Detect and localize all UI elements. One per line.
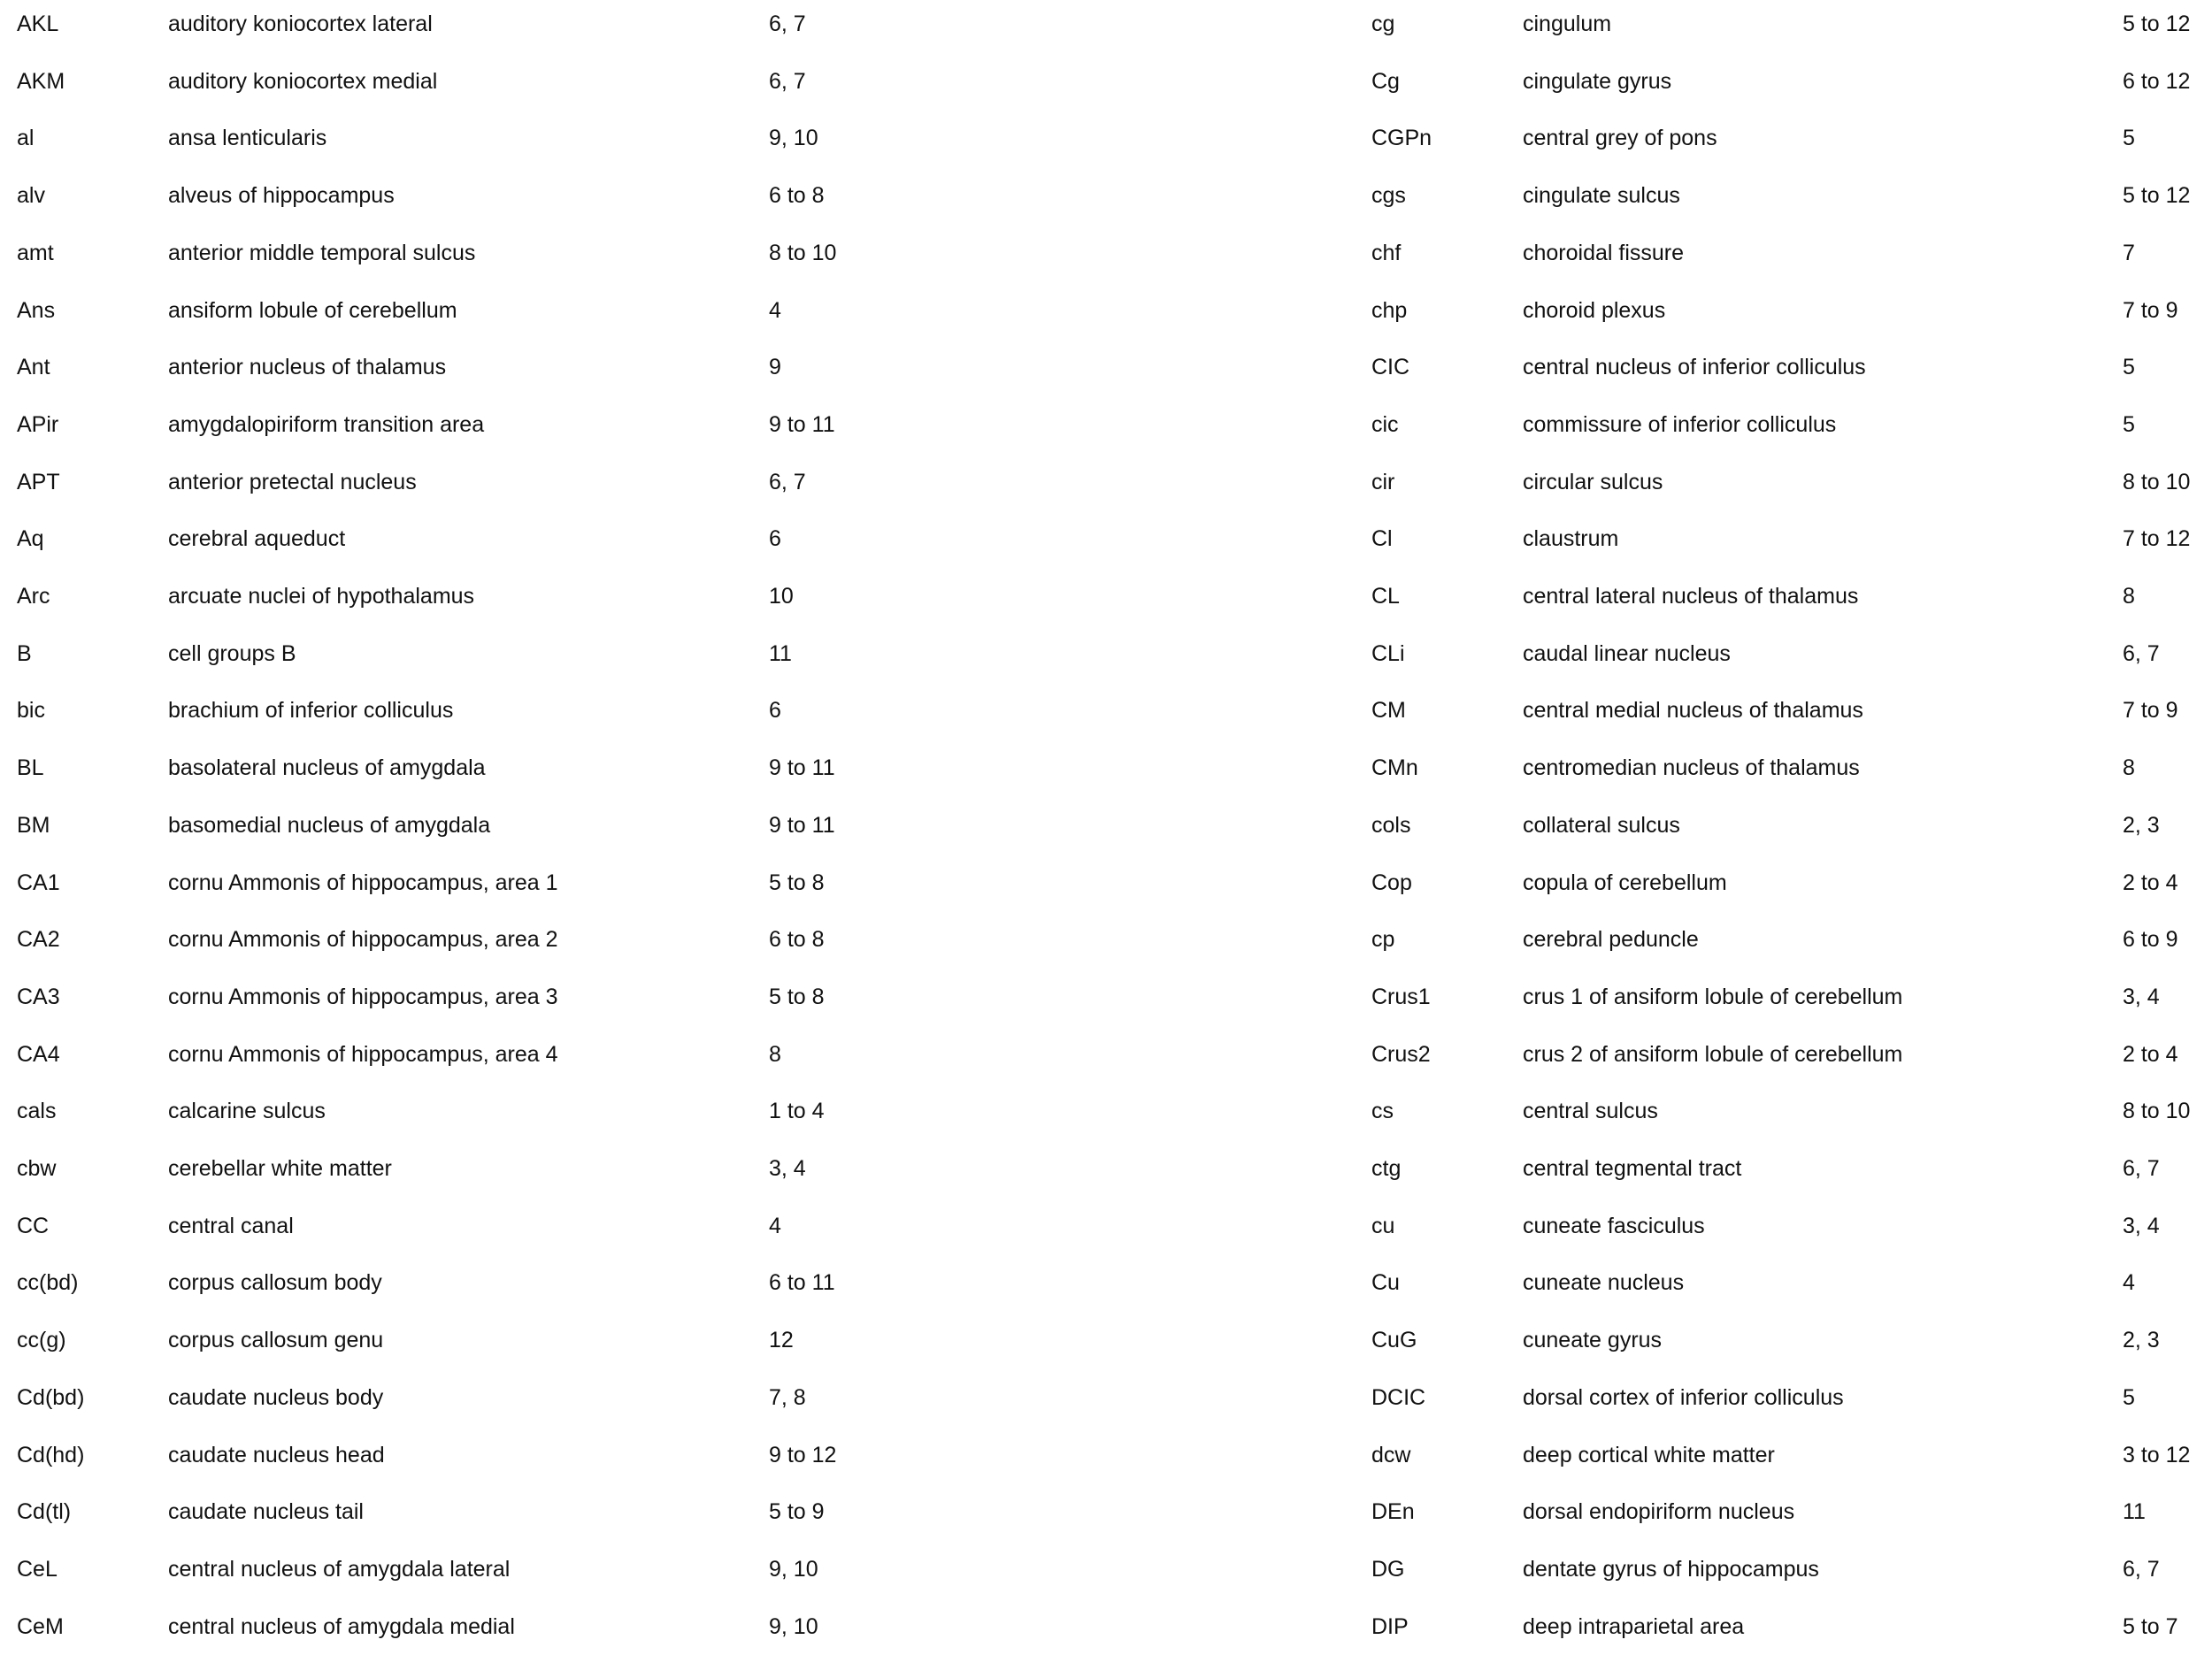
- structure-name-cell: ansiform lobule of cerebellum: [168, 297, 457, 323]
- structure-name-cell: central tegmental tract: [1523, 1156, 1742, 1181]
- abbreviation-cell: cp: [1371, 927, 1395, 953]
- levels-cell: 8: [2123, 755, 2135, 781]
- levels-cell: 5 to 12: [2123, 11, 2191, 36]
- abbreviation-cell: chp: [1371, 297, 1408, 323]
- table-row: [0, 396, 1106, 453]
- abbreviation-cell: cs: [1371, 1099, 1394, 1124]
- table-row: [0, 1083, 1106, 1139]
- structure-name-cell: brachium of inferior colliculus: [168, 698, 454, 724]
- abbreviation-cell: cir: [1371, 469, 1395, 494]
- structure-name-cell: deep intraparietal area: [1523, 1613, 1745, 1639]
- table-row: [0, 1140, 1106, 1197]
- levels-cell: 7, 8: [769, 1384, 806, 1410]
- table-row: [1106, 1541, 2212, 1598]
- table-row: [1106, 167, 2212, 224]
- table-row: [1106, 225, 2212, 281]
- structure-name-cell: caudate nucleus head: [168, 1442, 385, 1467]
- levels-cell: 9: [769, 355, 781, 380]
- table-row: [0, 1483, 1106, 1540]
- abbreviation-cell: DEn: [1371, 1499, 1415, 1525]
- structure-name-cell: cingulate gyrus: [1523, 68, 1672, 94]
- structure-name-cell: cuneate fasciculus: [1523, 1213, 1705, 1238]
- structure-name-cell: cingulate sulcus: [1523, 183, 1680, 209]
- abbreviation-cell: CC: [17, 1213, 50, 1238]
- structure-name-cell: crus 1 of ansiform lobule of cerebellum: [1523, 984, 1903, 1009]
- structure-name-cell: commissure of inferior colliculus: [1523, 411, 1837, 437]
- abbreviation-cell: CeM: [17, 1613, 64, 1639]
- levels-cell: 11: [769, 640, 792, 666]
- levels-cell: 6, 7: [2123, 1556, 2160, 1582]
- levels-cell: 8: [769, 1041, 781, 1067]
- table-row: [0, 1541, 1106, 1598]
- table-row: [1106, 1198, 2212, 1254]
- abbreviation-cell: Cd(bd): [17, 1384, 85, 1410]
- table-row: [1106, 969, 2212, 1025]
- abbreviation-cell: DCIC: [1371, 1384, 1426, 1410]
- levels-cell: 5: [2123, 411, 2135, 437]
- abbreviation-cell: chf: [1371, 240, 1402, 265]
- structure-name-cell: caudal linear nucleus: [1523, 640, 1731, 666]
- abbreviation-cell: CL: [1371, 584, 1400, 609]
- table-row: [1106, 1312, 2212, 1368]
- structure-name-cell: ansa lenticularis: [168, 126, 327, 151]
- structure-name-cell: dorsal endopiriform nucleus: [1523, 1499, 1795, 1525]
- levels-cell: 6, 7: [2123, 1156, 2160, 1181]
- table-row: [1106, 1083, 2212, 1139]
- table-row: [0, 682, 1106, 739]
- table-row: [1106, 1254, 2212, 1311]
- table-row: [1106, 625, 2212, 682]
- table-row: [0, 454, 1106, 510]
- table-row: [0, 969, 1106, 1025]
- structure-name-cell: auditory koniocortex medial: [168, 68, 438, 94]
- table-row: [0, 339, 1106, 395]
- levels-cell: 5: [2123, 1384, 2135, 1410]
- levels-cell: 9 to 11: [769, 755, 835, 781]
- table-row: [1106, 568, 2212, 624]
- structure-name-cell: corpus callosum body: [168, 1270, 382, 1296]
- structure-name-cell: cornu Ammonis of hippocampus, area 1: [168, 870, 558, 895]
- levels-cell: 4: [2123, 1270, 2135, 1296]
- levels-cell: 6: [769, 526, 781, 552]
- levels-cell: 9, 10: [769, 1613, 818, 1639]
- abbreviation-cell: cbw: [17, 1156, 57, 1181]
- structure-name-cell: caudate nucleus body: [168, 1384, 384, 1410]
- levels-cell: 7: [2123, 240, 2135, 265]
- table-row: [0, 739, 1106, 796]
- levels-cell: 6, 7: [2123, 640, 2160, 666]
- structure-name-cell: anterior pretectal nucleus: [168, 469, 417, 494]
- abbreviation-cell: CM: [1371, 698, 1406, 724]
- levels-cell: 6 to 11: [769, 1270, 835, 1296]
- structure-name-cell: choroid plexus: [1523, 297, 1666, 323]
- abbreviation-cell: CIC: [1371, 355, 1410, 380]
- abbreviation-cell: DIP: [1371, 1613, 1409, 1639]
- table-row: [0, 1427, 1106, 1483]
- abbreviation-cell: Cg: [1371, 68, 1400, 94]
- table-row: [0, 625, 1106, 682]
- structure-name-cell: central sulcus: [1523, 1099, 1658, 1124]
- table-row: [1106, 510, 2212, 567]
- table-row: [0, 167, 1106, 224]
- levels-cell: 9 to 12: [769, 1442, 837, 1467]
- abbreviation-cell: Aq: [17, 526, 44, 552]
- abbreviation-cell: ctg: [1371, 1156, 1402, 1181]
- abbreviation-cell: CMn: [1371, 755, 1418, 781]
- abbreviation-column-right: [1106, 0, 2212, 1639]
- levels-cell: 10: [769, 584, 794, 609]
- structure-name-cell: cingulum: [1523, 11, 1612, 36]
- levels-cell: 2, 3: [2123, 812, 2160, 838]
- levels-cell: 9, 10: [769, 1556, 818, 1582]
- table-row: [1106, 282, 2212, 339]
- levels-cell: 8 to 10: [2123, 469, 2191, 494]
- abbreviation-cell: CA4: [17, 1041, 60, 1067]
- structure-name-cell: arcuate nuclei of hypothalamus: [168, 584, 475, 609]
- structure-name-cell: central nucleus of amygdala medial: [168, 1613, 515, 1639]
- levels-cell: 3, 4: [2123, 984, 2160, 1009]
- abbreviation-cell: Cl: [1371, 526, 1393, 552]
- structure-name-cell: alveus of hippocampus: [168, 183, 395, 209]
- table-row: [0, 1312, 1106, 1368]
- structure-name-cell: central nucleus of amygdala lateral: [168, 1556, 511, 1582]
- structure-name-cell: corpus callosum genu: [168, 1328, 384, 1353]
- abbreviation-cell: CA3: [17, 984, 60, 1009]
- structure-name-cell: collateral sulcus: [1523, 812, 1680, 838]
- abbreviation-cell: DG: [1371, 1556, 1405, 1582]
- structure-name-cell: deep cortical white matter: [1523, 1442, 1775, 1467]
- abbreviation-cell: CGPn: [1371, 126, 1432, 151]
- levels-cell: 9 to 11: [769, 812, 835, 838]
- levels-cell: 5 to 12: [2123, 183, 2191, 209]
- abbreviation-cell: cc(bd): [17, 1270, 79, 1296]
- structure-name-cell: cuneate gyrus: [1523, 1328, 1663, 1353]
- abbreviation-cell: Cop: [1371, 870, 1412, 895]
- abbreviation-cell: cgs: [1371, 183, 1406, 209]
- structure-name-cell: crus 2 of ansiform lobule of cerebellum: [1523, 1041, 1903, 1067]
- levels-cell: 3, 4: [769, 1156, 806, 1181]
- table-row: [0, 53, 1106, 110]
- abbreviation-cell: cals: [17, 1099, 57, 1124]
- levels-cell: 6 to 8: [769, 183, 825, 209]
- table-row: [1106, 682, 2212, 739]
- structure-name-cell: cuneate nucleus: [1523, 1270, 1685, 1296]
- structure-name-cell: copula of cerebellum: [1523, 870, 1727, 895]
- structure-name-cell: dentate gyrus of hippocampus: [1523, 1556, 1819, 1582]
- structure-name-cell: choroidal fissure: [1523, 240, 1685, 265]
- structure-name-cell: cornu Ammonis of hippocampus, area 4: [168, 1041, 558, 1067]
- levels-cell: 6, 7: [769, 68, 806, 94]
- table-row: [1106, 911, 2212, 968]
- structure-name-cell: auditory koniocortex lateral: [168, 11, 433, 36]
- levels-cell: 1 to 4: [769, 1099, 825, 1124]
- levels-cell: 7 to 9: [2123, 698, 2178, 724]
- table-row: [0, 568, 1106, 624]
- levels-cell: 3 to 12: [2123, 1442, 2191, 1467]
- table-row: [1106, 0, 2212, 52]
- levels-cell: 6: [769, 698, 781, 724]
- levels-cell: 2 to 4: [2123, 1041, 2178, 1067]
- structure-name-cell: caudate nucleus tail: [168, 1499, 364, 1525]
- abbreviation-cell: al: [17, 126, 35, 151]
- table-row: [1106, 1598, 2212, 1655]
- abbreviation-cell: Ant: [17, 355, 50, 380]
- structure-name-cell: amygdalopiriform transition area: [168, 411, 485, 437]
- abbreviation-cell: CeL: [17, 1556, 58, 1582]
- levels-cell: 6, 7: [769, 469, 806, 494]
- abbreviation-cell: dcw: [1371, 1442, 1411, 1467]
- table-row: [0, 1254, 1106, 1311]
- abbreviation-cell: Crus2: [1371, 1041, 1431, 1067]
- levels-cell: 7 to 9: [2123, 297, 2178, 323]
- structure-name-cell: central lateral nucleus of thalamus: [1523, 584, 1859, 609]
- levels-cell: 12: [769, 1328, 794, 1353]
- table-row: [1106, 454, 2212, 510]
- levels-cell: 8 to 10: [769, 240, 837, 265]
- structure-name-cell: cerebellar white matter: [168, 1156, 392, 1181]
- levels-cell: 5 to 7: [2123, 1613, 2178, 1639]
- abbreviation-column-left: [0, 0, 1106, 1639]
- table-row: [1106, 110, 2212, 166]
- levels-cell: 5 to 8: [769, 870, 825, 895]
- structure-name-cell: basomedial nucleus of amygdala: [168, 812, 491, 838]
- abbreviation-cell: B: [17, 640, 32, 666]
- table-row: [1106, 797, 2212, 854]
- levels-cell: 9, 10: [769, 126, 818, 151]
- table-row: [1106, 339, 2212, 395]
- levels-cell: 11: [2123, 1499, 2146, 1525]
- levels-cell: 3, 4: [2123, 1213, 2160, 1238]
- structure-name-cell: cerebral aqueduct: [168, 526, 346, 552]
- levels-cell: 6 to 9: [2123, 927, 2178, 953]
- abbreviation-cell: bic: [17, 698, 45, 724]
- structure-name-cell: cell groups B: [168, 640, 296, 666]
- levels-cell: 7 to 12: [2123, 526, 2191, 552]
- table-row: [0, 854, 1106, 911]
- structure-name-cell: central medial nucleus of thalamus: [1523, 698, 1863, 724]
- structure-name-cell: calcarine sulcus: [168, 1099, 326, 1124]
- abbreviation-cell: APir: [17, 411, 59, 437]
- structure-name-cell: cornu Ammonis of hippocampus, area 3: [168, 984, 558, 1009]
- abbreviation-cell: Cu: [1371, 1270, 1400, 1296]
- abbreviation-cell: alv: [17, 183, 45, 209]
- structure-name-cell: circular sulcus: [1523, 469, 1663, 494]
- abbreviation-cell: CuG: [1371, 1328, 1417, 1353]
- abbreviation-cell: cu: [1371, 1213, 1395, 1238]
- abbreviation-cell: cg: [1371, 11, 1395, 36]
- abbreviation-cell: Ans: [17, 297, 56, 323]
- structure-name-cell: basolateral nucleus of amygdala: [168, 755, 486, 781]
- table-row: [0, 797, 1106, 854]
- structure-name-cell: anterior nucleus of thalamus: [168, 355, 447, 380]
- abbreviation-cell: AKM: [17, 68, 65, 94]
- levels-cell: 6, 7: [769, 11, 806, 36]
- levels-cell: 5: [2123, 355, 2135, 380]
- abbreviation-cell: cic: [1371, 411, 1399, 437]
- levels-cell: 8 to 10: [2123, 1099, 2191, 1124]
- structure-name-cell: dorsal cortex of inferior colliculus: [1523, 1384, 1844, 1410]
- table-row: [0, 911, 1106, 968]
- table-row: [1106, 1026, 2212, 1083]
- abbreviation-cell: cols: [1371, 812, 1411, 838]
- table-row: [1106, 1369, 2212, 1426]
- table-row: [0, 1198, 1106, 1254]
- levels-cell: 2, 3: [2123, 1328, 2160, 1353]
- structure-name-cell: anterior middle temporal sulcus: [168, 240, 476, 265]
- table-row: [1106, 854, 2212, 911]
- table-row: [1106, 1427, 2212, 1483]
- table-row: [1106, 1140, 2212, 1197]
- levels-cell: 5: [2123, 126, 2135, 151]
- levels-cell: 4: [769, 1213, 781, 1238]
- abbreviation-cell: amt: [17, 240, 54, 265]
- table-row: [0, 1369, 1106, 1426]
- structure-name-cell: claustrum: [1523, 526, 1619, 552]
- abbreviation-cell: Cd(tl): [17, 1499, 72, 1525]
- table-row: [1106, 396, 2212, 453]
- table-row: [0, 110, 1106, 166]
- levels-cell: 6 to 12: [2123, 68, 2191, 94]
- structure-name-cell: cornu Ammonis of hippocampus, area 2: [168, 927, 558, 953]
- abbreviation-cell: Crus1: [1371, 984, 1431, 1009]
- levels-cell: 6 to 8: [769, 927, 825, 953]
- abbreviation-cell: CLi: [1371, 640, 1405, 666]
- table-row: [0, 1598, 1106, 1655]
- abbreviation-cell: BL: [17, 755, 44, 781]
- levels-cell: 8: [2123, 584, 2135, 609]
- levels-cell: 4: [769, 297, 781, 323]
- abbreviation-cell: Arc: [17, 584, 50, 609]
- levels-cell: 2 to 4: [2123, 870, 2178, 895]
- structure-name-cell: cerebral peduncle: [1523, 927, 1699, 953]
- structure-name-cell: central grey of pons: [1523, 126, 1717, 151]
- structure-name-cell: central nucleus of inferior colliculus: [1523, 355, 1866, 380]
- levels-cell: 9 to 11: [769, 411, 835, 437]
- abbreviation-cell: CA2: [17, 927, 60, 953]
- abbreviation-cell: Cd(hd): [17, 1442, 85, 1467]
- table-row: [0, 510, 1106, 567]
- abbreviation-cell: APT: [17, 469, 60, 494]
- abbreviation-cell: CA1: [17, 870, 60, 895]
- structure-name-cell: central canal: [168, 1213, 294, 1238]
- table-row: [1106, 739, 2212, 796]
- table-row: [1106, 53, 2212, 110]
- levels-cell: 5 to 8: [769, 984, 825, 1009]
- table-row: [0, 282, 1106, 339]
- abbreviation-cell: BM: [17, 812, 50, 838]
- structure-name-cell: centromedian nucleus of thalamus: [1523, 755, 1860, 781]
- table-row: [0, 0, 1106, 52]
- table-row: [1106, 1483, 2212, 1540]
- table-row: [0, 1026, 1106, 1083]
- abbreviation-cell: cc(g): [17, 1328, 66, 1353]
- abbreviation-cell: AKL: [17, 11, 59, 36]
- levels-cell: 5 to 9: [769, 1499, 825, 1525]
- table-row: [0, 225, 1106, 281]
